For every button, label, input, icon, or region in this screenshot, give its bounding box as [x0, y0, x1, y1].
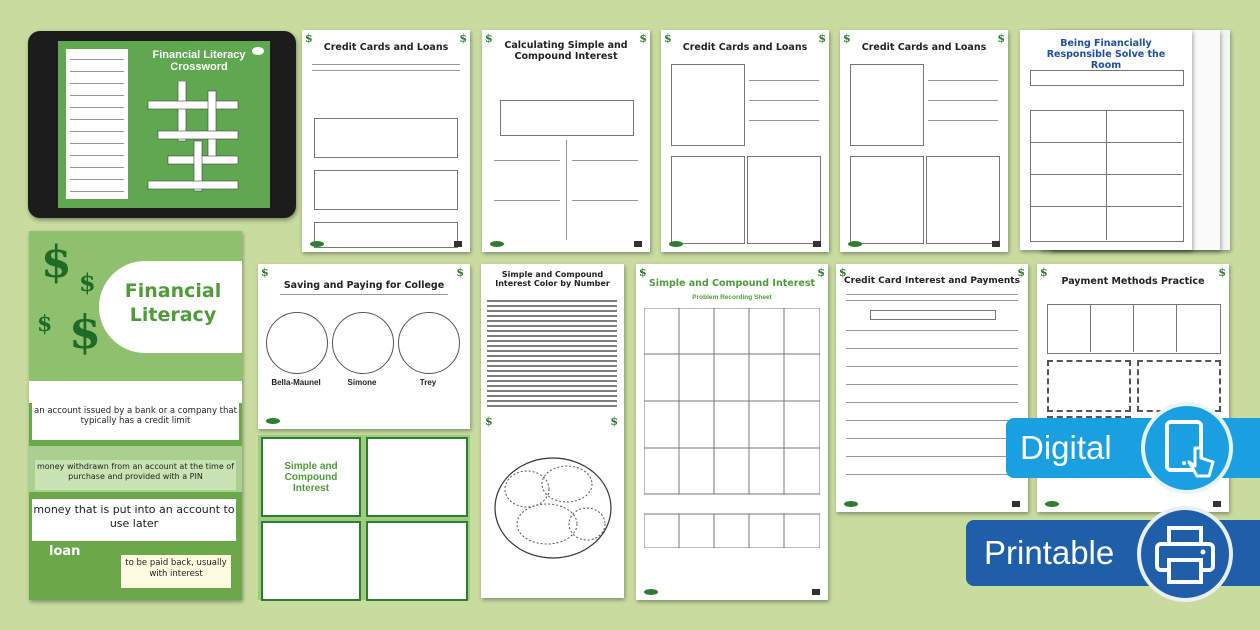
task-cards-sheet — [258, 435, 470, 600]
pie-chart — [332, 312, 394, 374]
tablet-title: Financial Literacy Crossword — [152, 49, 246, 73]
tablet-icon — [1141, 402, 1233, 494]
logo-icon — [252, 47, 264, 55]
crossword-grid — [138, 81, 258, 196]
worksheet-credit-cards-3: $ $ Credit Cards and Loans — [840, 30, 1008, 252]
worksheet-color-by-number: Simple and Compound Interest Color by Number $ $ — [481, 264, 624, 598]
printable-label: Printable — [984, 534, 1115, 571]
dollar-icon: $ — [41, 237, 72, 288]
task-card — [366, 437, 468, 517]
sheet-title: Credit Cards and Loans — [682, 42, 808, 53]
worksheet-recording-sheet: $ $ Simple and Compound Interest Problem Recording Sheet — [636, 264, 828, 600]
poster-title-line1: Financial — [124, 280, 222, 302]
poster-card-deposit: money that is put into an account to use later — [32, 499, 236, 541]
worksheet-payment-methods: $ $ Payment Methods Practice — [1037, 264, 1229, 512]
financial-literacy-poster — [29, 231, 242, 600]
worksheet-solve-the-room — [1020, 30, 1192, 250]
recording-grid — [644, 308, 820, 548]
clue-list — [66, 49, 128, 199]
sheet-title: Being Financially Responsible Solve the Room — [1046, 38, 1166, 71]
worksheet-saving-for-college: $ $ Saving and Paying for College Bella-Maunel Simone Trey — [258, 264, 470, 429]
sheet-title: Credit Card Interest and Payments — [844, 276, 1020, 286]
task-card-cover — [261, 437, 361, 517]
poster-title-line2: Literacy — [129, 304, 217, 326]
tablet-screen — [58, 41, 270, 208]
sheet-title: Payment Methods Practice — [1061, 276, 1205, 287]
sheet-title: Credit Cards and Loans — [323, 42, 449, 53]
sheet-title: Simple and Compound Interest Color by Number — [495, 270, 610, 288]
pie-label: Simone — [347, 378, 377, 387]
sheet-title: Credit Cards and Loans — [861, 42, 987, 53]
dollar-icon: $ — [69, 305, 102, 359]
tablet-preview — [28, 31, 296, 218]
poster-card-credit-card: an account issued by a bank or a company that typically has a credit limit — [32, 403, 239, 440]
task-card-title: Simple and Compound Interest — [284, 461, 338, 494]
task-card — [261, 521, 361, 601]
pie-label: Trey — [419, 378, 437, 387]
poster-card-debit: money withdrawn from an account at the time of purchase and provided with a PIN — [35, 460, 236, 490]
dollar-icon: $ — [305, 32, 313, 45]
worksheet-simple-compound-interest: $ $ Calculating Simple and Compound Interest — [482, 30, 650, 252]
pie-label: Bella-Maunel — [271, 378, 321, 387]
poster-card-interest: to be paid back, usually with interest — [121, 555, 231, 588]
worksheet-credit-cards-1 — [302, 30, 470, 252]
sheet-title: Simple and Compound Interest — [648, 278, 816, 289]
sheet-subtitle: Problem Recording Sheet — [692, 294, 772, 301]
coloring-picture — [487, 444, 619, 564]
task-card — [366, 521, 468, 601]
sheet-title: Saving and Paying for College — [283, 280, 445, 291]
digital-label: Digital — [1020, 429, 1112, 466]
problem-grid — [487, 300, 617, 410]
sheet-title: Calculating Simple and Compound Interest — [504, 40, 628, 62]
poster-card-loan: loan — [49, 544, 81, 559]
poster-title — [103, 279, 242, 327]
dollar-icon: $ — [459, 32, 467, 45]
poster-divider — [29, 381, 242, 403]
printer-icon — [1137, 506, 1233, 602]
pie-chart — [266, 312, 328, 374]
worksheet-credit-cards-2: $ $ Credit Cards and Loans — [661, 30, 829, 252]
pie-chart — [398, 312, 460, 374]
dollar-icon: $ — [37, 311, 53, 337]
dollar-icon: $ — [79, 268, 96, 297]
worksheet-credit-card-interest: $ $ Credit Card Interest and Payments — [836, 264, 1028, 512]
